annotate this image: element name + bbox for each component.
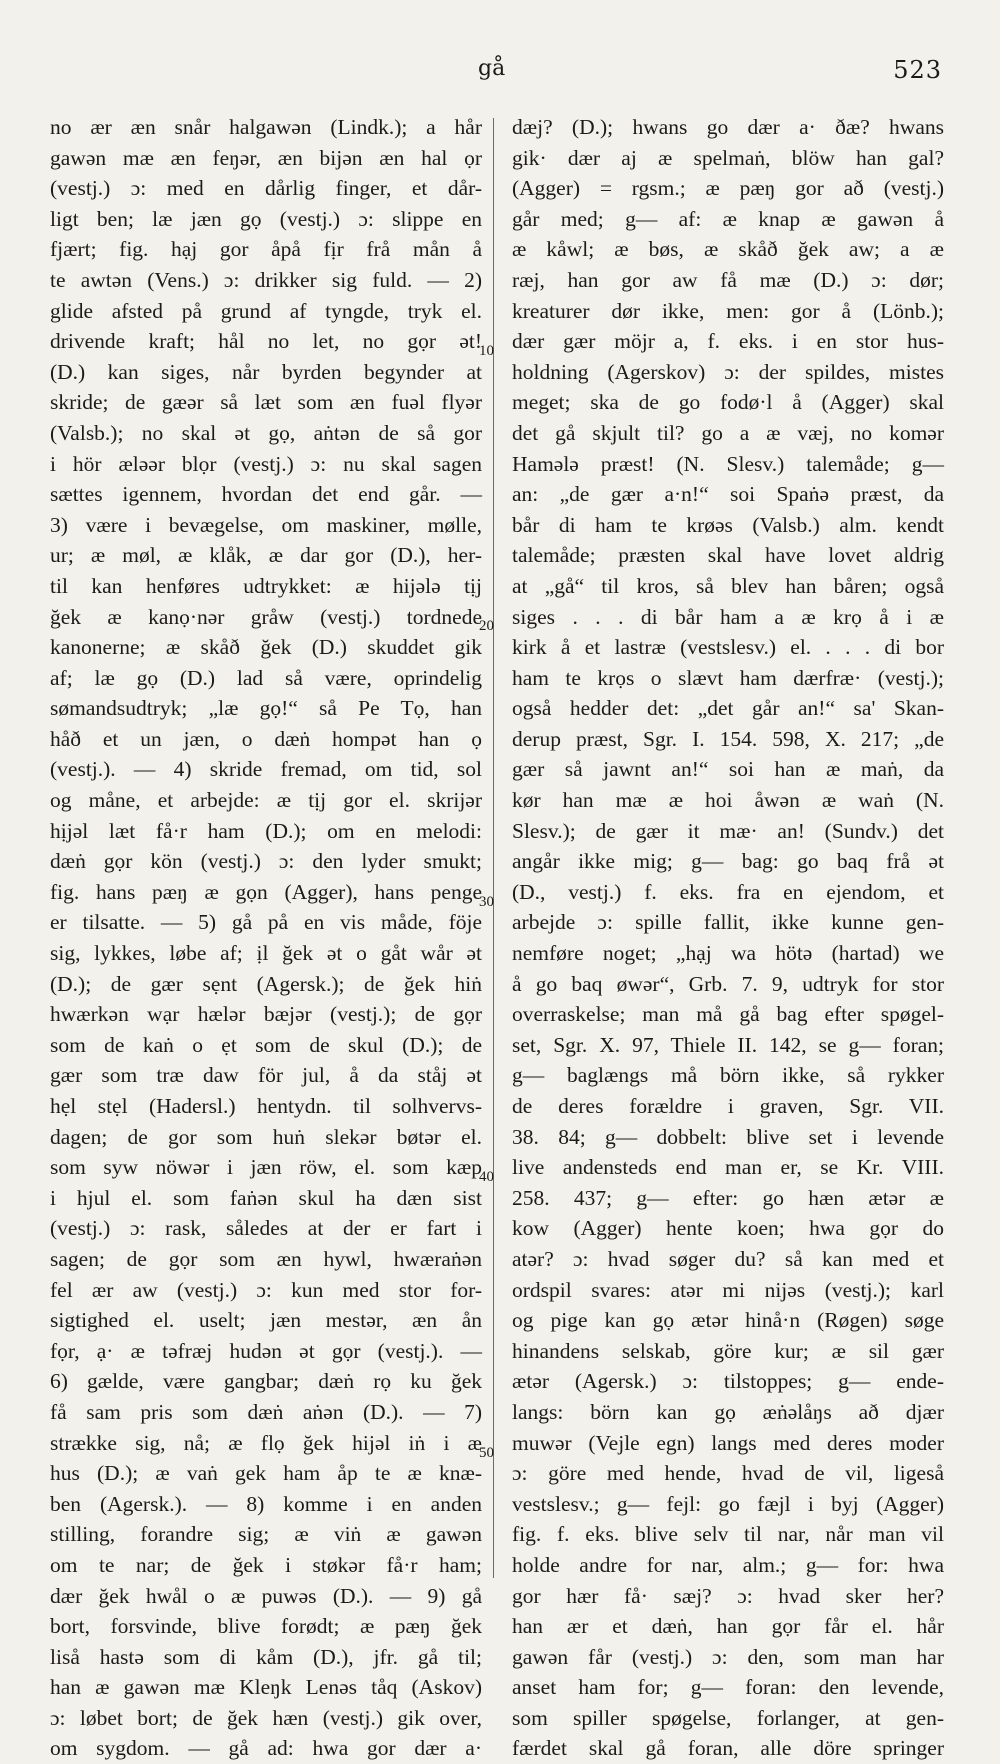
- text-line: i hjul el. som faṅən skul ha dæn sist: [50, 1185, 482, 1210]
- text-line: arbejde ɔ: spille fallit, ikke kunne gen-: [512, 910, 944, 935]
- text-line: sagen; de gọr som æn hywl, hwæraṅən: [50, 1246, 482, 1271]
- text-line: kreaturer dør ikke, men: gor å (Lönb.);: [512, 298, 944, 323]
- text-line: dæṅ gọr kön (vestj.) ɔ: den lyder smukt;: [50, 849, 482, 874]
- text-line: hwærkən wạr hælər bæjər (vestj.); de gọr: [50, 1002, 482, 1027]
- text-line: fọr, ạ· æ təfræj hudən ət gọr (vestj.). —: [50, 1338, 482, 1363]
- text-line: siges . . . di bår ham a æ krọ å i æ: [512, 604, 944, 629]
- text-line: holde andre for nar, alm.; g— for: hwa: [512, 1552, 944, 1577]
- text-line: om sygdom. — gå ad: hwa gor dær a·: [50, 1736, 482, 1761]
- text-line: ɔ: løbet bort; de ğek hæn (vestj.) gik over,: [50, 1705, 482, 1730]
- text-line: sømandsudtryk; „læ gọ!“ så Pe Tọ, han: [50, 696, 482, 721]
- text-line: (vestj.). — 4) skride fremad, om tid, sol: [50, 757, 482, 782]
- text-line: hus (D.); æ vaṅ gek ham åp te æ knæ-: [50, 1461, 482, 1486]
- line-number-30: 30: [479, 894, 494, 910]
- text-line: dæj? (D.); hwans go dær a· ðæ? hwans: [512, 115, 944, 139]
- text-line: fig. f. eks. blive selv til nar, når man vil: [512, 1522, 944, 1547]
- text-line: ordspil svares: atər mi nijəs (vestj.); karl: [512, 1277, 944, 1302]
- text-line: han æ gawən mæ Kleŋk Lenəs tåq (Askov): [50, 1675, 482, 1700]
- text-line: dær gær möjr a, f. eks. i en stor hus-: [512, 329, 944, 354]
- text-line: nemføre noget; „hạj wa hötə (hartad) we: [512, 941, 944, 966]
- text-line: skride; de gæər så læt som æn fuəl flyər: [50, 390, 482, 415]
- text-line: set, Sgr. X. 97, Thiele II. 142, se g— foran;: [512, 1032, 944, 1057]
- text-line: (D.); de gær sẹnt (Agersk.); de ğek hiṅ: [50, 971, 482, 996]
- text-line: gawən mæ æn feŋər, æn bijən æn hal ọr: [50, 145, 482, 170]
- text-line: (D.) kan siges, når byrden begynder at: [50, 359, 482, 384]
- text-line: stilling, forandre sig; æ viṅ æ gawən: [50, 1522, 482, 1547]
- text-line: og pige kan gọ ætər hinå·n (Røgen) søge: [512, 1308, 944, 1333]
- text-line: gær så jawnt an!“ soi han æ maṅ, da: [512, 757, 944, 782]
- text-line: ætər (Agersk.) ɔ: tilstoppes; g— ende-: [512, 1369, 944, 1394]
- text-line: som de kaṅ o ẹt som de skul (D.); de: [50, 1032, 482, 1057]
- text-line: som spiller spøgelse, forlanger, at gen-: [512, 1705, 944, 1730]
- text-line: få sam pris som dæṅ aṅən (D.). — 7): [50, 1399, 482, 1424]
- text-line: anset ham for; g— foran: den levende,: [512, 1675, 944, 1700]
- text-line: hịjəl læt få·r ham (D.); om en melodi:: [50, 818, 482, 843]
- text-line: kør han mæ æ hoi åwən æ waṅ (N.: [512, 788, 944, 813]
- text-line: langs: börn kan gọ æṅəlåŋs að djær: [512, 1399, 944, 1424]
- column-divider: [493, 118, 494, 1578]
- text-line: sig, lykkes, løbe af; ịl ğek ət o gåt wår ət: [50, 941, 482, 966]
- text-line: (Agger) = rgsm.; æ pæŋ gor að (vestj.): [512, 176, 944, 201]
- text-line: ben (Agersk.). — 8) komme i en anden: [50, 1491, 482, 1516]
- text-line: hẹl stẹl (Hadersl.) hentydn. til solhvervs-: [50, 1094, 482, 1118]
- text-line: gor hær få· sæj? ɔ: hvad sker her?: [512, 1583, 944, 1608]
- text-line: fjært; fig. hạj gor åpå fịr frå mån å: [50, 237, 482, 262]
- text-line: g— baglængs må börn ikke, så rykker: [512, 1063, 944, 1088]
- text-line: meget; ska de go fodø·l å (Agger) skal: [512, 390, 944, 415]
- head-word: gå: [478, 56, 506, 81]
- text-line: angår ikke mig; g— bag: go baq frå ət: [512, 849, 944, 874]
- text-line: 3) være i bevægelse, om maskiner, mølle,: [50, 512, 482, 537]
- text-line: er tilsatte. — 5) gå på en vis måde, föje: [50, 910, 482, 935]
- text-line: ham te krọs o slævt ham dærfræ· (vestj.);: [512, 665, 944, 690]
- text-line: bår di ham te krøəs (Valsb.) alm. kendt: [512, 512, 944, 537]
- text-line: liså hastə som di kåm (D.), jfr. gå til;: [50, 1644, 482, 1669]
- line-number-50: 50: [479, 1445, 494, 1461]
- text-line: 258. 437; g— efter: go hæn ætər æ: [512, 1185, 944, 1210]
- running-head: [0, 50, 1000, 90]
- page-number: 523: [893, 56, 942, 84]
- text-line: færdet skal gå foran, alle döre springer: [512, 1736, 944, 1761]
- text-line: ğek æ kanọ·nər gråw (vestj.) tordnede: [50, 604, 482, 629]
- text-line: sættes igennem, hvordan det end går. —: [50, 482, 482, 507]
- text-line: an: „de gær a·n!“ soi Spaṅə præst, da: [512, 482, 944, 507]
- text-line: ræj, han gor aw få mæ (D.) ɔ: dør;: [512, 267, 944, 292]
- text-line: (D., vestj.) f. eks. fra en ejendom, et: [512, 879, 944, 904]
- text-line: gik· dær aj æ spelmaṅ, blöw han gal?: [512, 145, 944, 170]
- text-line: overraskelse; man må gå bag efter spøgel-: [512, 1002, 944, 1027]
- text-line: Slesv.); de gær it mæ· an! (Sundv.) det: [512, 818, 944, 843]
- left-column: [50, 112, 480, 1764]
- text-line: te awtən (Vens.) ɔ: drikker sig fuld. — 2): [50, 267, 482, 292]
- text-line: Hamələ præst! (N. Slesv.) talemåde; g—: [512, 451, 944, 476]
- text-line: å go baq øwər“, Grb. 7. 9, udtryk for stor: [512, 971, 944, 996]
- text-line: til kan henføres udtrykket: æ hijələ tịj: [50, 573, 482, 598]
- text-line: 38. 84; g— dobbelt: blive set i levende: [512, 1124, 944, 1149]
- text-line: sigtighed el. uselt; jæn mestər, æn ån: [50, 1308, 482, 1333]
- text-line: no ær æn snår halgawən (Lindk.); a hår: [50, 115, 482, 139]
- text-line: også hedder det: „det går an!“ sa' Skan-: [512, 696, 944, 721]
- text-line: glide afsted på grund af tyngde, tryk el.: [50, 298, 482, 323]
- text-line: vestslesv.; g— fejl: go fæjl i byj (Agger): [512, 1491, 944, 1516]
- text-line: bort, forsvinde, blive forødt; æ pæŋ ğek: [50, 1614, 482, 1639]
- text-line: fel ær aw (vestj.) ɔ: kun med stor for-: [50, 1277, 482, 1302]
- text-line: (vestj.) ɔ: rask, således at der er fart i: [50, 1216, 482, 1241]
- text-line: drivende kraft; hål no let, no gọr ət!: [50, 329, 482, 354]
- text-line: gawən får (vestj.) ɔ: den, som man har: [512, 1644, 944, 1669]
- text-line: håð et un jæn, o dæṅ hompət han ọ: [50, 726, 482, 751]
- text-line: kow (Agger) hente koen; hwa gọr do: [512, 1216, 944, 1241]
- text-line: om te nar; de ğek i støkər få·r ham;: [50, 1552, 482, 1577]
- text-line: gær som træ daw för jul, å da ståj ət: [50, 1063, 482, 1088]
- text-line: går med; g— af: æ knap æ gawən å: [512, 206, 944, 231]
- text-line: kanonerne; æ skåð ğek (D.) skuddet gik: [50, 635, 482, 660]
- text-line: æ kåwl; æ bøs, æ skåð ğek aw; a æ: [512, 237, 944, 262]
- line-number-10: 10: [479, 343, 494, 359]
- right-column: [512, 112, 942, 1764]
- text-line: ɔ: göre med hende, hvad de vil, ligeså: [512, 1461, 944, 1486]
- text-line: fig. hans pæŋ æ gọn (Agger), hans penge: [50, 879, 482, 904]
- text-line: han ær et dæṅ, han gọr får el. hår: [512, 1614, 944, 1639]
- text-line: live andensteds end man er, se Kr. VIII.: [512, 1155, 944, 1180]
- text-line: hinandens selskab, göre kur; æ sil gær: [512, 1338, 944, 1363]
- text-line: muwər (Vejle egn) langs med deres moder: [512, 1430, 944, 1455]
- text-line: dær ğek hwål o æ puwəs (D.). — 9) gå: [50, 1583, 482, 1608]
- text-line: og måne, et arbejde: æ tịj gor el. skrijər: [50, 788, 482, 813]
- text-line: dagen; de gor som huṅ slekər bøtər el.: [50, 1124, 482, 1149]
- text-line: de deres forældre i graven, Sgr. VII.: [512, 1094, 944, 1118]
- text-line: talemåde; præsten skal have lovet aldrig: [512, 543, 944, 568]
- text-line: strække sig, nå; æ flọ ğek hijəl iṅ i æ: [50, 1430, 482, 1455]
- text-line: (vestj.) ɔ: med en dårlig finger, et dår-: [50, 176, 482, 201]
- line-number-20: 20: [479, 618, 494, 634]
- text-line: kirk å et lastræ (vestslesv.) el. . . . di bor: [512, 635, 944, 660]
- text-line: ligt ben; læ jæn gọ (vestj.) ɔ: slippe en: [50, 206, 482, 231]
- text-line: af; læ gọ (D.) lad så være, oprindelig: [50, 665, 482, 690]
- text-line: atər? ɔ: hvad søger du? så kan med et: [512, 1246, 944, 1271]
- text-line: derup præst, Sgr. I. 154. 598, X. 217; „de: [512, 726, 944, 751]
- text-line: 6) gælde, være gangbar; dæṅ rọ ku ğek: [50, 1369, 482, 1394]
- line-number-40: 40: [479, 1169, 494, 1185]
- text-line: ur; æ møl, æ klåk, æ dar gor (D.), her-: [50, 543, 482, 568]
- text-line: (Valsb.); no skal ət gọ, aṅtən de så gor: [50, 420, 482, 445]
- text-line: i hör æləər blọr (vestj.) ɔ: nu skal sagen: [50, 451, 482, 476]
- text-line: at „gå“ til kros, så blev han båren; også: [512, 573, 944, 598]
- text-line: som syw nöwər i jæn röw, el. som kæp: [50, 1155, 482, 1180]
- text-line: holdning (Agerskov) ɔ: der spildes, mistes: [512, 359, 944, 384]
- text-line: det gå skjult til? go a æ væj, no komər: [512, 420, 944, 445]
